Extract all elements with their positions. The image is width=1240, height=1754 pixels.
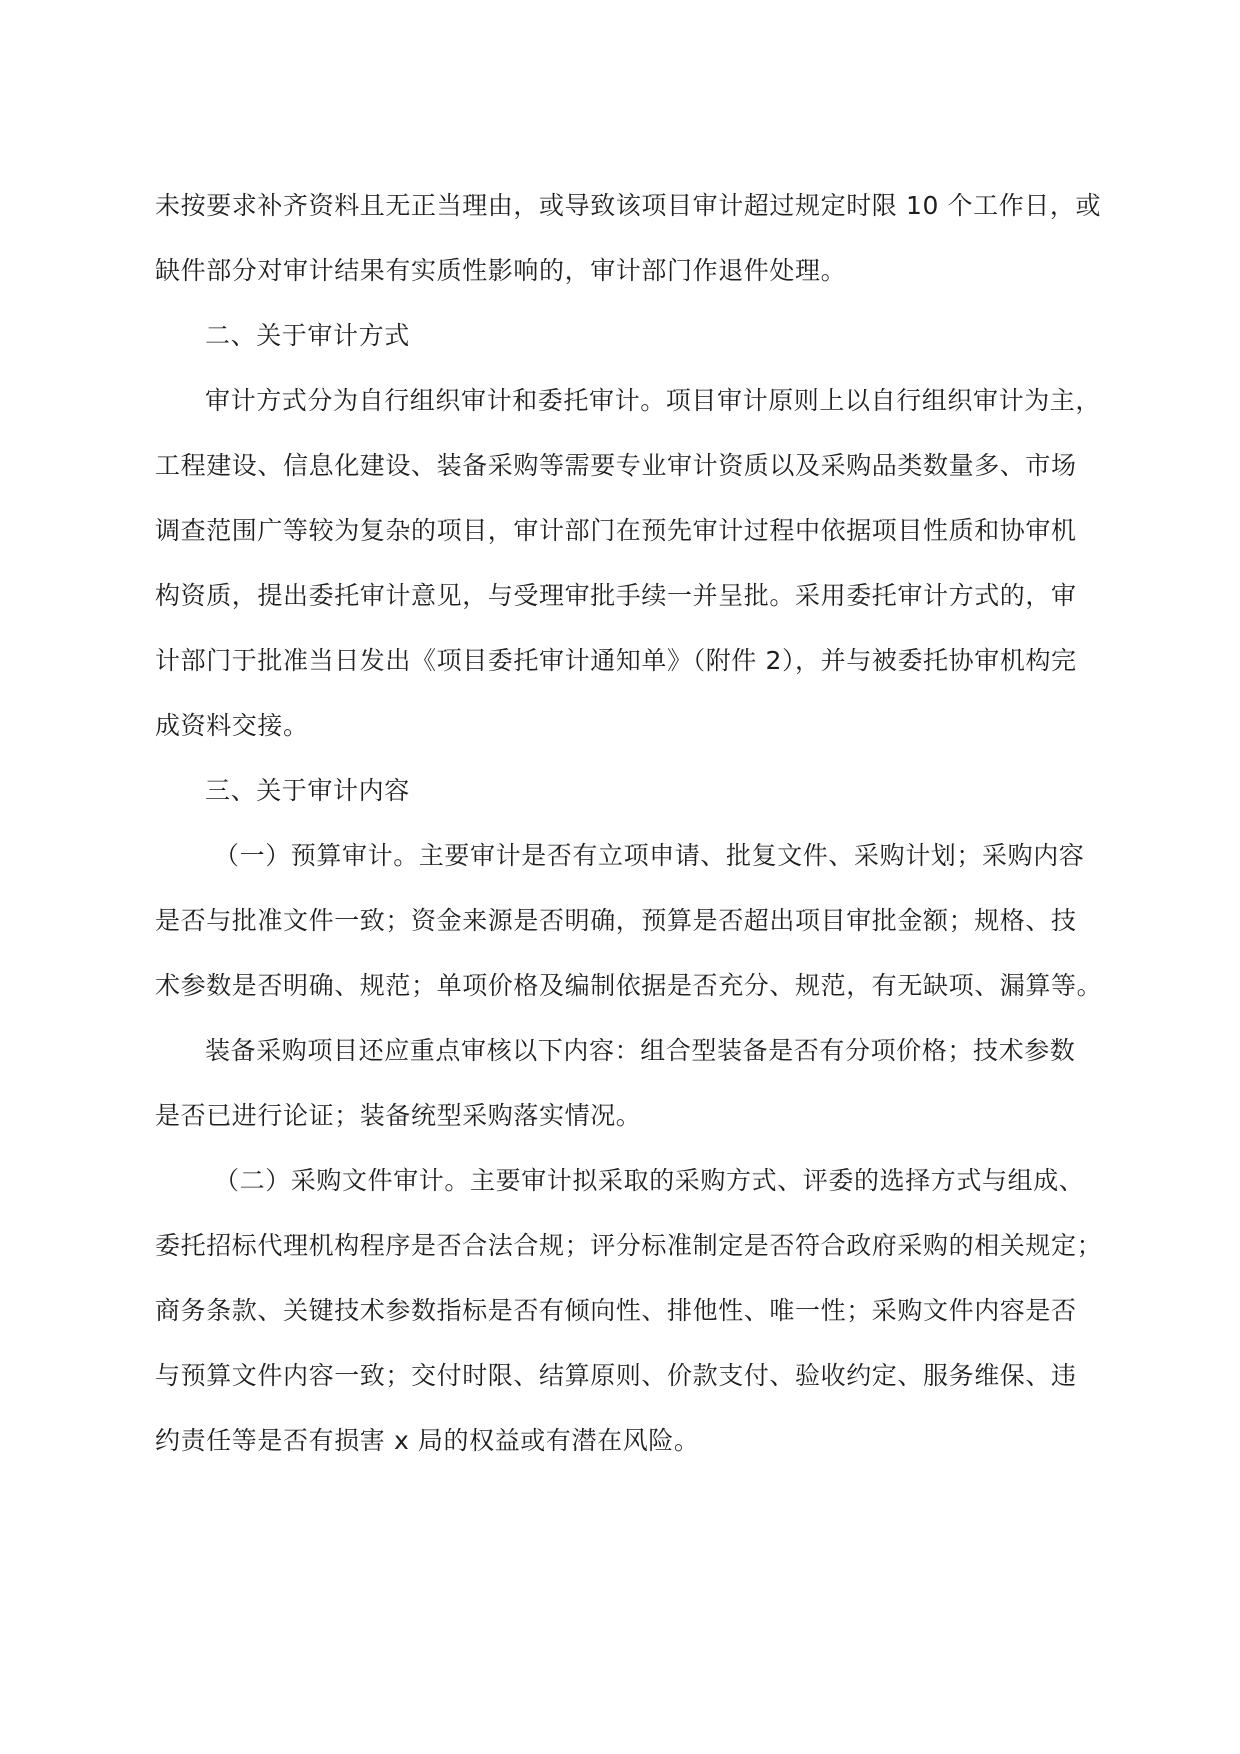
paragraph-line: 是否已进行论证；装备统型采购落实情况。 [155,1101,642,1130]
paragraph-line: 调查范围广等较为复杂的项目，审计部门在预先审计过程中依据项目性质和协审机 [155,516,1077,545]
paragraph-line: 是否与批准文件一致；资金来源是否明确，预算是否超出项目审批金额；规格、技 [155,906,1077,935]
section-heading: 三、关于审计内容 [205,776,410,805]
paragraph-line: 缺件部分对审计结果有实质性影响的，审计部门作退件处理。 [155,256,847,285]
paragraph-line: 约责任等是否有损害 x 局的权益或有潜在风险。 [155,1426,700,1455]
paragraph-line: 委托招标代理机构程序是否合法合规；评分标准制定是否符合政府采购的相关规定； [155,1231,1103,1260]
paragraph-line: 装备采购项目还应重点审核以下内容：组合型装备是否有分项价格；技术参数 [205,1036,1076,1065]
paragraph-line: 构资质，提出委托审计意见，与受理审批手续一并呈批。采用委托审计方式的，审 [155,581,1077,610]
document-body [155,186,1103,1486]
paragraph-line: （一）预算审计。主要审计是否有立项申请、批复文件、采购计划；采购内容 [214,841,1085,870]
paragraph-line: 未按要求补齐资料且无正当理由，或导致该项目审计超过规定时限 10 个工作日，或 [155,191,1102,220]
paragraph-line: 工程建设、信息化建设、装备采购等需要专业审计资质以及采购品类数量多、市场 [155,451,1077,480]
paragraph-line: 与预算文件内容一致；交付时限、结算原则、价款支付、验收约定、服务维保、违 [155,1361,1077,1390]
paragraph-line: （二）采购文件审计。主要审计拟采取的采购方式、评委的选择方式与组成、 [214,1166,1085,1195]
section-heading: 二、关于审计方式 [205,321,410,350]
paragraph-line: 审计方式分为自行组织审计和委托审计。项目审计原则上以自行组织审计为主， [205,386,1102,415]
paragraph-line: 计部门于批准当日发出《项目委托审计通知单》（附件 2），并与被委托协审机构完 [155,646,1077,675]
paragraph-line: 术参数是否明确、规范；单项价格及编制依据是否充分、规范，有无缺项、漏算等。 [155,971,1103,1000]
paragraph-line: 成资料交接。 [155,711,309,740]
paragraph-line: 商务条款、关键技术参数指标是否有倾向性、排他性、唯一性；采购文件内容是否 [155,1296,1077,1325]
